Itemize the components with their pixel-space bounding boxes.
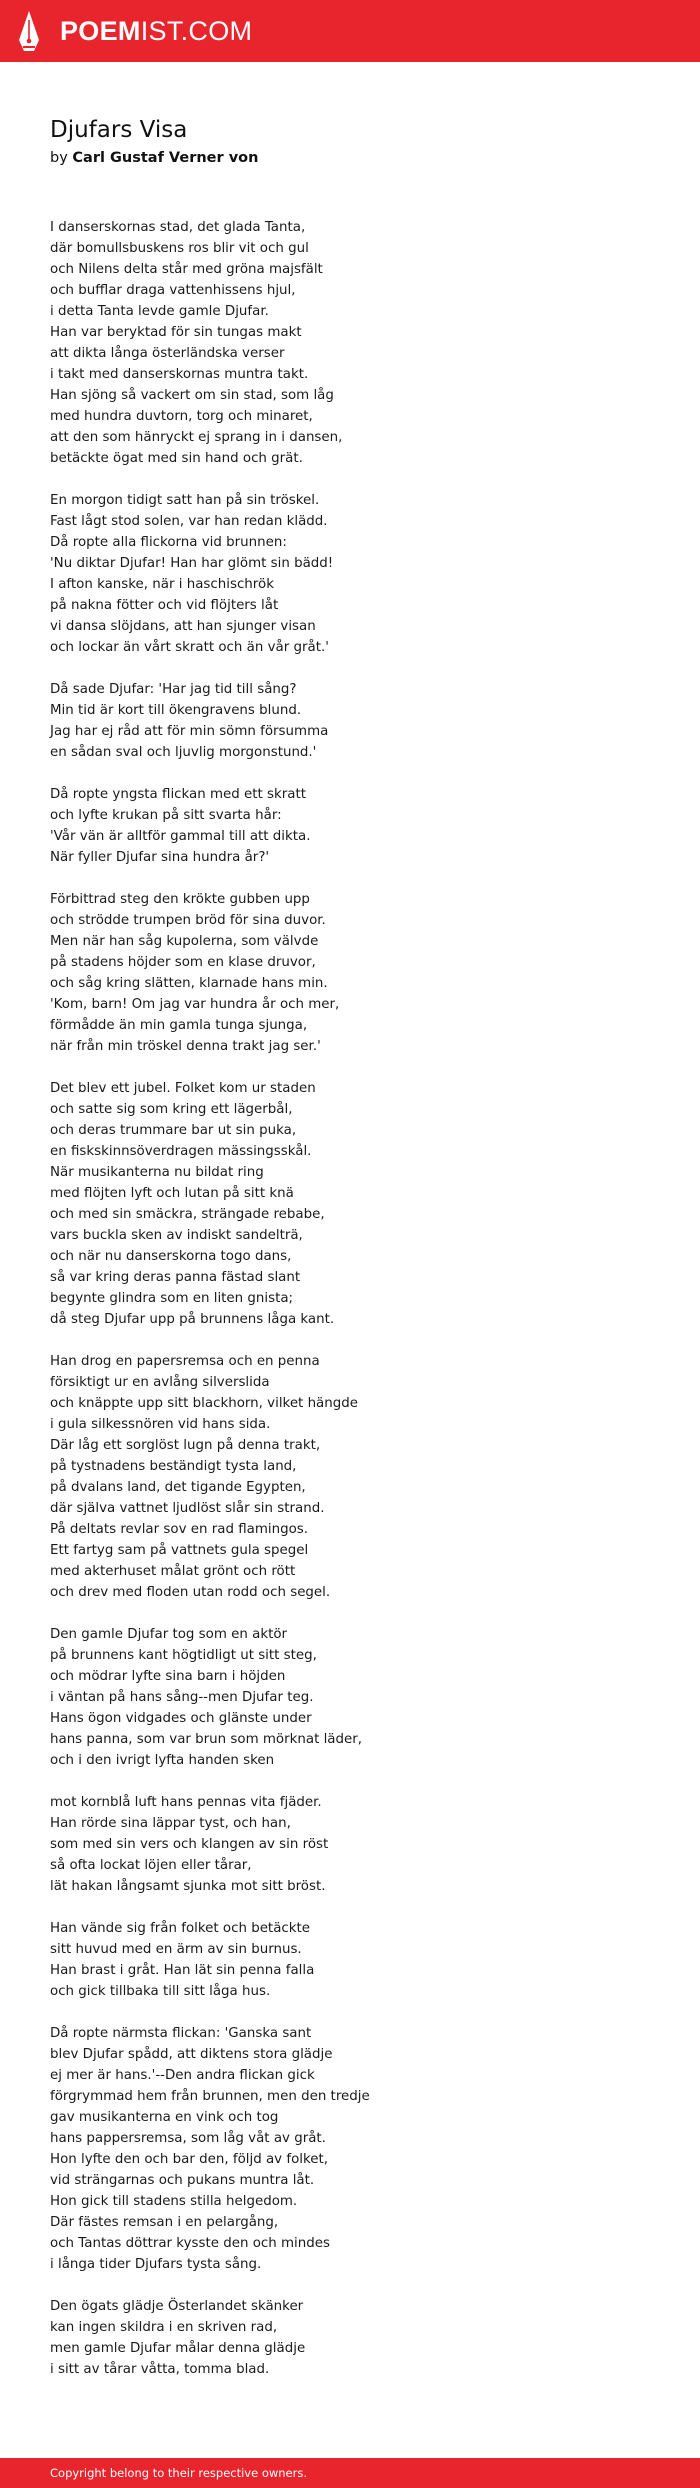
poem-line: på tystnadens beständigt tysta land, (50, 1459, 297, 1474)
poem-line: Min tid är kort till ökengravens blund. (50, 703, 302, 718)
poem-line: Det blev ett jubel. Folket kom ur staden (50, 1081, 316, 1096)
poem-line: Men när han såg kupolerna, som välvde (50, 934, 319, 949)
poem-line: lät hakan långsamt sjunka mot sitt bröst. (50, 1879, 326, 1894)
poem-line: När musikanterna nu bildat ring (50, 1165, 264, 1180)
poem-line: Där fästes remsan i en pelargång, (50, 2215, 279, 2230)
poem-line: när från min tröskel denna trakt jag ser.' (50, 1039, 321, 1054)
poem-line: ej mer är hans.'--Den andra flickan gick (50, 2068, 315, 2083)
poem-line: i sitt av tårar våtta, tomma blad. (50, 2362, 270, 2377)
poem-line: Då ropte yngsta flickan med ett skratt (50, 787, 306, 802)
poem-line: men gamle Djufar målar denna glädje (50, 2341, 306, 2356)
poem-line: i takt med danserskornas muntra takt. (50, 367, 309, 382)
poem-title: Djufars Visa (50, 117, 188, 143)
poem-stanza (50, 889, 670, 1057)
poem-stanza (50, 784, 670, 868)
poem-line: Då ropte närmsta flickan: 'Ganska sant (50, 2026, 312, 2041)
poem-line: så var kring deras panna fästad slant (50, 1270, 301, 1285)
poem-line: och drev med floden utan rodd och segel. (50, 1585, 331, 1600)
logo-light-text: IST.COM (140, 16, 253, 46)
poem-line: där själva vattnet ljudlöst slår sin strand. (50, 1501, 325, 1516)
poem-line: Den ögats glädje Österlandet skänker (50, 2299, 304, 2314)
poem-stanza (50, 679, 670, 763)
poem-stanza (50, 1078, 670, 1330)
poem-line: och såg kring slätten, klarnade hans min. (50, 976, 328, 991)
poem-byline (50, 147, 258, 169)
poem-line: Han rörde sina läppar tyst, och han, (50, 1816, 291, 1831)
poem-line: en fiskskinnsöverdragen mässingsskål. (50, 1144, 312, 1159)
poem-line: Den gamle Djufar tog som en aktör (50, 1627, 288, 1642)
poem-line: Förbittrad steg den krökte gubben upp (50, 892, 310, 907)
poem-line: 'Nu diktar Djufar! Han har glömt sin bädd! (50, 556, 334, 571)
poem-line: I afton kanske, när i haschischrök (50, 577, 274, 592)
poem-line: och knäppte upp sitt blackhorn, vilket hängde (50, 1396, 358, 1411)
poem-stanza (50, 2023, 670, 2275)
poem-line: med flöjten lyft och lutan på sitt knä (50, 1186, 294, 1201)
site-logo[interactable] (60, 15, 252, 47)
poem-line: gav musikanterna en vink och tog (50, 2110, 279, 2125)
poem-line: 'Kom, barn! Om jag var hundra år och mer, (50, 997, 340, 1012)
poem-line: vid strängarnas och pukans muntra låt. (50, 2173, 315, 2188)
poem-line: försiktigt ur en avlång silverslida (50, 1375, 270, 1390)
poem-line: och Nilens delta står med gröna majsfält (50, 262, 323, 277)
poem-line: på brunnens kant högtidligt ut sitt steg, (50, 1648, 317, 1663)
poem-line: och i den ivrigt lyfta handen sken (50, 1753, 275, 1768)
poem-line: Där låg ett sorglöst lugn på denna trakt, (50, 1438, 321, 1453)
pen-nib-icon[interactable] (18, 10, 40, 52)
poem-line: vi dansa slöjdans, att han sjunger visan (50, 619, 316, 634)
poem-line: hans panna, som var brun som mörknat läder, (50, 1732, 362, 1747)
poem-line: så ofta lockat löjen eller tårar, (50, 1858, 252, 1873)
poem-line: och mödrar lyfte sina barn i höjden (50, 1669, 286, 1684)
poem-line: Hans ögon vidgades och glänste under (50, 1711, 312, 1726)
poem-line: mot kornblå luft hans pennas vita fjäder. (50, 1795, 322, 1810)
poem-stanza (50, 1624, 670, 1771)
poem-line: att dikta långa österländska verser (50, 346, 285, 361)
poem-line: förmådde än min gamla tunga sjunga, (50, 1018, 308, 1033)
poem-stanza (50, 1918, 670, 2002)
poem-line: i långa tider Djufars tysta sång. (50, 2257, 262, 2272)
site-header (0, 0, 700, 62)
poem-line: blev Djufar spådd, att diktens stora glädje (50, 2047, 333, 2062)
poem-author[interactable]: Carl Gustaf Verner von (72, 150, 259, 166)
poem-line: och med sin smäckra, strängade rebabe, (50, 1207, 325, 1222)
poem-line: och strödde trumpen bröd för sina duvor. (50, 913, 326, 928)
poem-line: att den som hänryckt ej sprang in i dansen, (50, 430, 343, 445)
by-label: by (50, 150, 68, 166)
poem-line: begynte glindra som en liten gnista; (50, 1291, 294, 1306)
poem-line: där bomullsbuskens ros blir vit och gul (50, 241, 309, 256)
poem-line: i väntan på hans sång--men Djufar teg. (50, 1690, 314, 1705)
poem-line: Ett fartyg sam på vattnets gula spegel (50, 1543, 309, 1558)
poem-line: och Tantas döttrar kysste den och mindes (50, 2236, 330, 2251)
poem-stanza (50, 1351, 670, 1603)
poem-stanza (50, 2296, 670, 2380)
poem-line: på stadens höjder som en klase druvor, (50, 955, 316, 970)
poem-line: Han drog en papersremsa och en penna (50, 1354, 320, 1369)
poem-line: Han sjöng så vackert om sin stad, som låg (50, 388, 334, 403)
poem-line: och deras trummare bar ut sin puka, (50, 1123, 297, 1138)
poem-line: I danserskornas stad, det glada Tanta, (50, 220, 306, 235)
poem-line: Han brast i gråt. Han lät sin penna falla (50, 1963, 315, 1978)
poem-line: en sådan sval och ljuvlig morgonstund.' (50, 745, 317, 760)
poem-line: och satte sig som kring ett lägerbål, (50, 1102, 293, 1117)
poem-line: När fyller Djufar sina hundra år?' (50, 850, 270, 865)
poem-line: vars buckla sken av indiskt sandelträ, (50, 1228, 303, 1243)
poem-line: på nakna fötter och vid flöjters låt (50, 598, 279, 613)
poem-line: På deltats revlar sov en rad flamingos. (50, 1522, 309, 1537)
poem-line: förgrymmad hem från brunnen, men den tredje (50, 2089, 370, 2104)
poem-line: Jag har ej råd att för min sömn försumma (50, 724, 329, 739)
poem-line: då steg Djufar upp på brunnens låga kant. (50, 1312, 335, 1327)
poem-body (50, 217, 670, 2401)
poem-line: och gick tillbaka till sitt låga hus. (50, 1984, 271, 1999)
logo-bold-text: POEM (60, 16, 141, 46)
poem-line: sitt huvud med en ärm av sin burnus. (50, 1942, 302, 1957)
poem-line: 'Vår vän är alltför gammal till att dikta. (50, 829, 311, 844)
poem-line: och bufflar draga vattenhissens hjul, (50, 283, 296, 298)
site-footer (0, 2458, 700, 2488)
poem-line: Då ropte alla flickorna vid brunnen: (50, 535, 287, 550)
poem-line: Hon lyfte den och bar den, följd av folket, (50, 2152, 328, 2167)
poem-line: och lyfte krukan på sitt svarta hår: (50, 808, 282, 823)
poem-line: och när nu danserskorna togo dans, (50, 1249, 292, 1264)
poem-line: med akterhuset målat grönt och rött (50, 1564, 296, 1579)
poem-line: kan ingen skildra i en skriven rad, (50, 2320, 278, 2335)
poem-line: som med sin vers och klangen av sin röst (50, 1837, 329, 1852)
poem-line: med hundra duvtorn, torg och minaret, (50, 409, 313, 424)
poem-line: Han var beryktad för sin tungas makt (50, 325, 302, 340)
poem-line: på dvalans land, det tigande Egypten, (50, 1480, 306, 1495)
poem-line: i detta Tanta levde gamle Djufar. (50, 304, 269, 319)
poem-line: En morgon tidigt satt han på sin tröskel. (50, 493, 320, 508)
poem-stanza (50, 490, 670, 658)
poem-line: och lockar än vårt skratt och än vår gråt.' (50, 640, 329, 655)
poem-stanza (50, 217, 670, 469)
poem-line: hans pappersremsa, som låg våt av gråt. (50, 2131, 326, 2146)
poem-stanza (50, 1792, 670, 1897)
poem-line: Hon gick till stadens stilla helgedom. (50, 2194, 298, 2209)
poem-line: betäckte ögat med sin hand och grät. (50, 451, 303, 466)
poem-line: Fast lågt stod solen, var han redan klädd. (50, 514, 328, 529)
poem-line: Då sade Djufar: 'Har jag tid till sång? (50, 682, 297, 697)
copyright-notice: Copyright belong to their respective owners. (50, 2466, 308, 2480)
poem-line: Han vände sig från folket och betäckte (50, 1921, 310, 1936)
poem-line: i gula silkessnören vid hans sida. (50, 1417, 271, 1432)
